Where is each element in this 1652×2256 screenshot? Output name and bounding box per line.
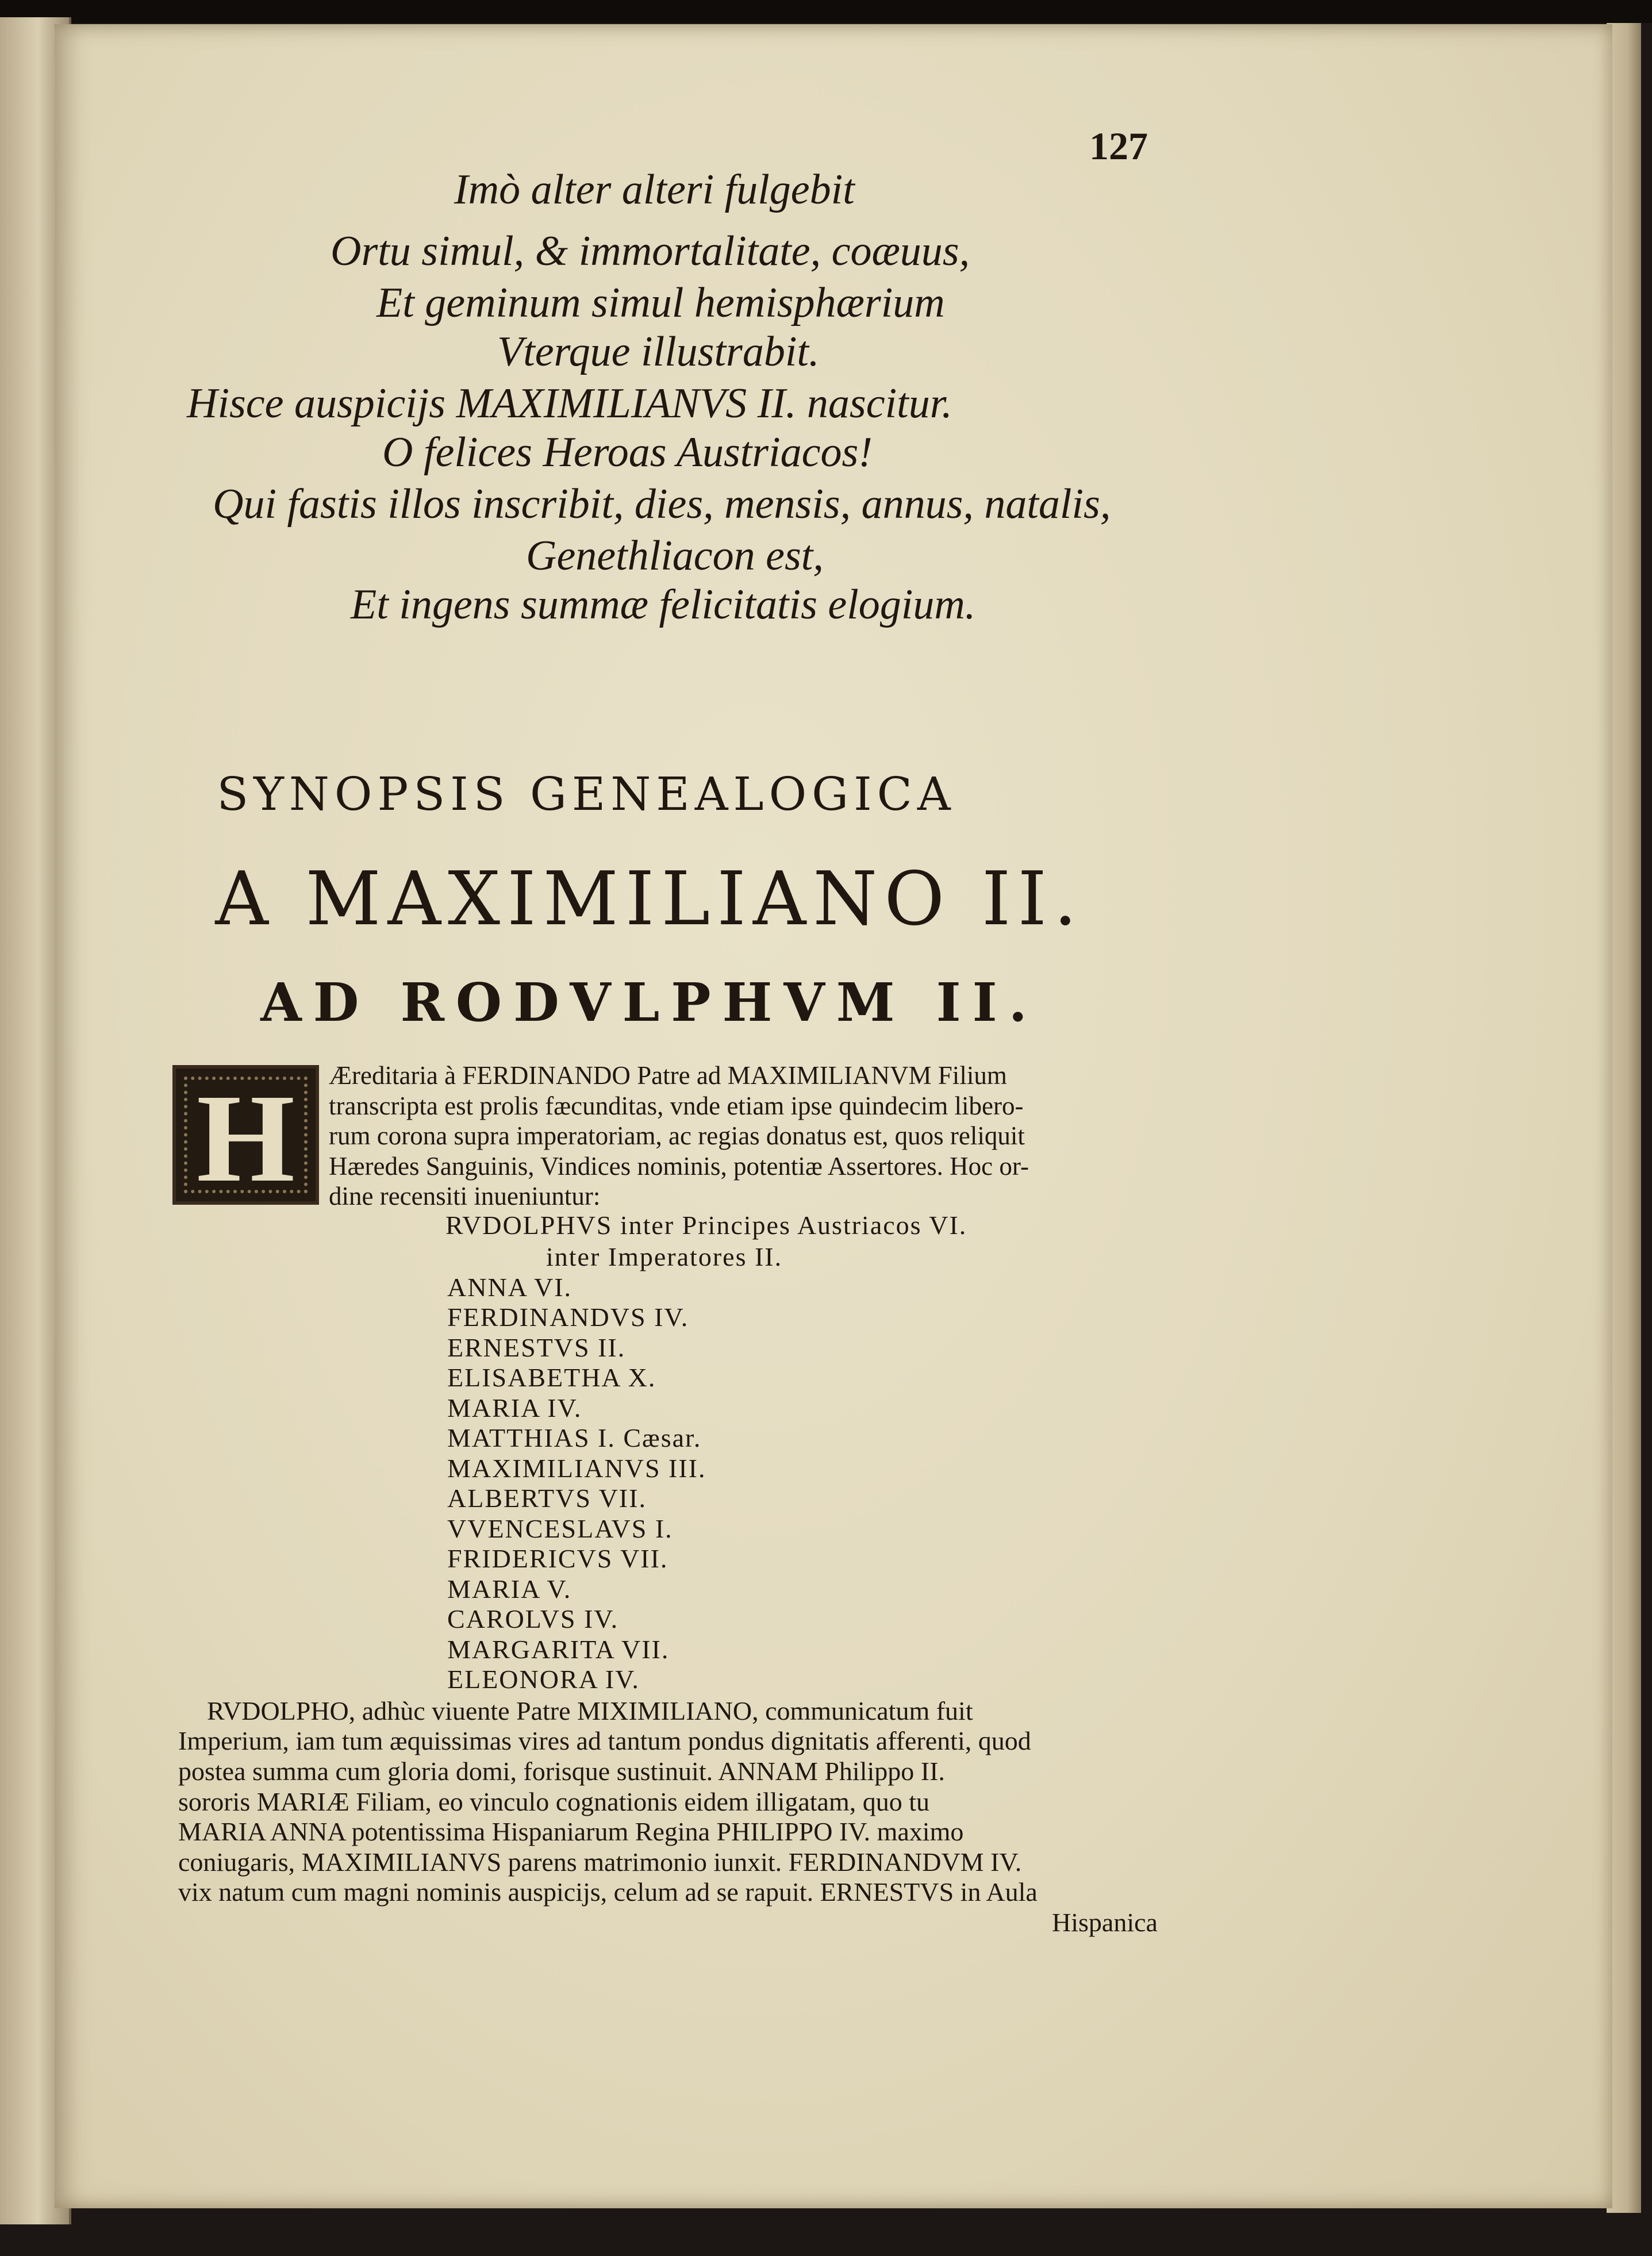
verse-line-7: Qui fastis illos inscribit, dies, mensis, annus, natalis, xyxy=(213,481,1111,528)
verse-line-9: Et ingens summæ felicitatis elogium. xyxy=(351,581,976,628)
heading-synopsis: SYNOPSIS GENEALOGICA xyxy=(217,767,956,821)
list-item: ALBERTVS VII. xyxy=(447,1483,647,1513)
body-line-2: Imperium, iam tum æquissimas vires ad tantum pondus dignitatis afferenti, quod xyxy=(178,1726,1031,1755)
list-item: FRIDERICVS VII. xyxy=(447,1544,669,1573)
intro-line-3: rum corona supra imperatoriam, ac regias donatus est, quos reliquit xyxy=(329,1121,1025,1150)
body-line-7: vix natum cum magni nominis auspicijs, celum ad se rapuit. ERNESTVS in Aula xyxy=(178,1877,1038,1907)
verse-line-1: Imò alter alteri fulgebit xyxy=(454,166,855,213)
list-item: FERDINANDVS IV. xyxy=(447,1302,689,1332)
list-item: ELISABETHA X. xyxy=(447,1363,656,1392)
verse-line-2: Ortu simul, & immortalitate, coæuus, xyxy=(331,228,970,275)
list-item: VVENCESLAVS I. xyxy=(447,1514,673,1543)
intro-line-5: dine recensiti inueniuntur: xyxy=(329,1182,601,1210)
initial-letter: H xyxy=(196,1068,295,1208)
list-item: MARIA V. xyxy=(447,1574,572,1604)
heading-rodulphum: AD RODVLPHVM II. xyxy=(260,971,1039,1033)
list-item: ELEONORA IV. xyxy=(447,1665,640,1694)
intro-line-2: transcripta est prolis fæcunditas, vnde etiam ipse quindecim libero- xyxy=(329,1092,1024,1120)
list-item: CAROLVS IV. xyxy=(447,1604,619,1634)
intro-line-1: Æreditaria à FERDINANDO Patre ad MAXIMILIANVM Filium xyxy=(329,1061,1007,1090)
body-line-8: Hispanica xyxy=(1052,1908,1158,1937)
list-item: ANNA VI. xyxy=(447,1273,573,1302)
verse-line-5: Hisce auspicijs MAXIMILIANVS II. nascitur. xyxy=(187,380,952,427)
body-line-3: postea summa cum gloria domi, forisque sustinuit. ANNAM Philippo II. xyxy=(178,1757,945,1786)
body-line-6: coniugaris, MAXIMILIANVS parens matrimonio iunxit. FERDINANDVM IV. xyxy=(178,1847,1022,1877)
list-item: MARGARITA VII. xyxy=(447,1635,670,1664)
list-item: MAXIMILIANVS III. xyxy=(447,1454,706,1483)
decorated-initial xyxy=(172,1065,319,1208)
verse-line-4: Vterque illustrabit. xyxy=(497,328,820,375)
verse-line-8: Genethliacon est, xyxy=(526,532,824,579)
page-number: 127 xyxy=(1089,124,1148,168)
list-item: MARIA IV. xyxy=(447,1393,582,1423)
body-line-5: MARIA ANNA potentissima Hispaniarum Regina PHILIPPO IV. maximo xyxy=(178,1817,964,1846)
verse-line-6: O felices Heroas Austriacos! xyxy=(382,429,873,476)
body-line-1: RVDOLPHO, adhùc viuente Patre MIXIMILIANO, communicatum fuit xyxy=(207,1696,973,1725)
list-item: inter Imperatores II. xyxy=(546,1242,783,1271)
list-item: ERNESTVS II. xyxy=(447,1333,626,1362)
list-item: RVDOLPHVS inter Principes Austriacos VI. xyxy=(445,1210,967,1240)
list-item: MATTHIAS I. Cæsar. xyxy=(447,1423,702,1452)
heading-maximiliano: A MAXIMILIANO II. xyxy=(215,856,1084,942)
intro-line-4: Hæredes Sanguinis, Vindices nominis, potentiæ Assertores. Hoc or- xyxy=(329,1152,1029,1181)
body-line-4: sororis MARIÆ Filiam, eo vinculo cognationis eidem illigatam, quo tu xyxy=(178,1787,930,1816)
verse-line-3: Et geminum simul hemisphærium xyxy=(376,279,945,326)
scan-background xyxy=(0,0,1652,23)
